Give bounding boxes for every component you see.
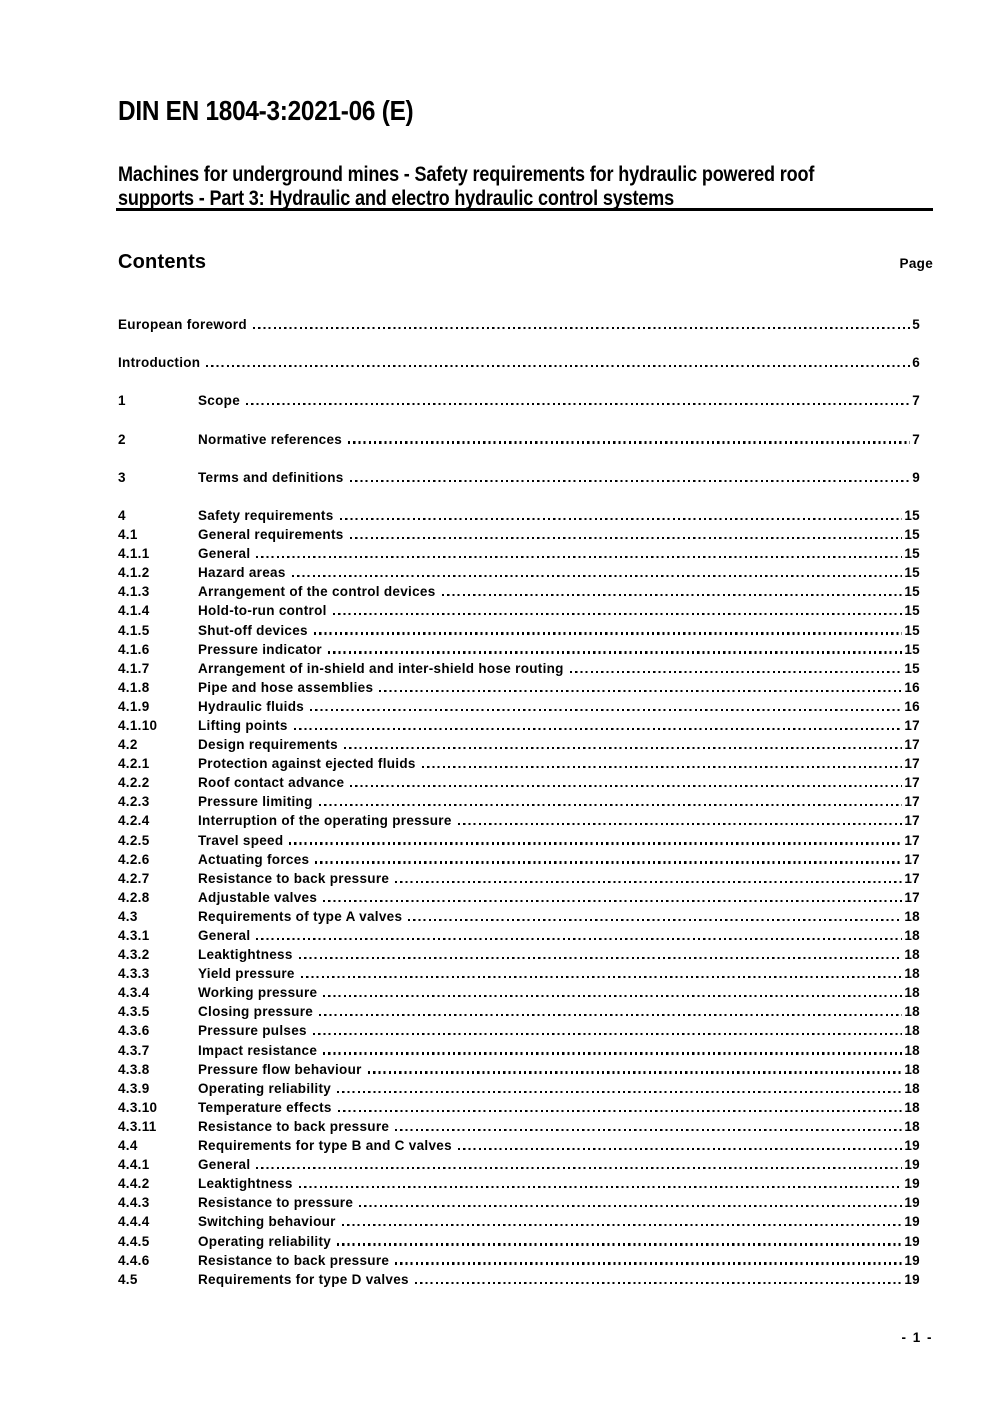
toc-entry-title: General requirements xyxy=(198,527,344,543)
toc-row xyxy=(118,1043,933,1062)
toc-dot-leader xyxy=(337,1091,902,1093)
toc-entry-number: 3 xyxy=(118,469,126,485)
toc-row xyxy=(118,623,933,642)
toc-entry-number: 4 xyxy=(118,507,126,523)
toc-entry-page: 19 xyxy=(904,1214,920,1230)
toc-row xyxy=(118,565,933,584)
toc-entry-title: Requirements for type D valves xyxy=(198,1271,409,1287)
toc-entry-number: 4.3.1 xyxy=(118,928,150,943)
toc-entry-page: 15 xyxy=(904,603,920,619)
toc-entry-title: Leaktightness xyxy=(198,947,293,963)
toc-entry-title: Pressure flow behaviour xyxy=(198,1061,362,1077)
toc-entry-title: Impact resistance xyxy=(198,1042,318,1058)
toc-row xyxy=(118,317,933,336)
toc-entry-title: Terms and definitions xyxy=(198,469,344,485)
toc-entry-title: Resistance to back pressure xyxy=(198,1252,390,1268)
title-underline-rule xyxy=(116,208,933,211)
toc-row xyxy=(118,871,933,890)
toc-entry-title: Yield pressure xyxy=(198,966,295,982)
toc-entry-page: 17 xyxy=(904,737,920,753)
toc-row xyxy=(118,756,933,775)
toc-entry-number: 4.3.11 xyxy=(118,1118,157,1134)
toc-entry-page: 17 xyxy=(904,756,920,772)
toc-row xyxy=(118,642,933,661)
toc-entry-page: 17 xyxy=(904,794,920,810)
toc-entry-number: 4.3 xyxy=(118,908,138,924)
toc-row xyxy=(118,508,933,527)
toc-entry-page: 19 xyxy=(904,1271,920,1287)
toc-dot-leader xyxy=(344,747,902,749)
toc-entry-number: 4.3.3 xyxy=(118,966,150,982)
toc-entry-page: 7 xyxy=(912,393,920,409)
toc-entry-number: 4.2 xyxy=(118,737,138,753)
toc-entry-title: Travel speed xyxy=(198,832,284,848)
toc-entry-number: 4.1.7 xyxy=(118,660,150,676)
toc-entry-page: 15 xyxy=(904,641,920,657)
toc-dot-leader xyxy=(342,1224,903,1226)
toc-row xyxy=(118,603,933,622)
toc-row xyxy=(118,1272,933,1291)
toc-row xyxy=(118,527,933,546)
toc-row xyxy=(118,432,933,451)
toc-entry-page: 18 xyxy=(904,1080,920,1096)
toc-dot-leader xyxy=(395,1262,902,1264)
toc-dot-leader xyxy=(350,480,911,482)
toc-entry-number: 1 xyxy=(118,393,126,409)
contents-heading: Contents xyxy=(118,251,207,273)
toc-dot-leader xyxy=(256,1167,902,1169)
toc-entry-page: 15 xyxy=(904,622,920,638)
toc-entry-number: 4.1.8 xyxy=(118,679,150,695)
toc-dot-leader xyxy=(379,690,902,692)
toc-entry-title: Normative references xyxy=(198,431,343,447)
toc-entry-page: 15 xyxy=(904,546,920,562)
toc-dot-leader xyxy=(294,728,903,730)
toc-entry-page: 19 xyxy=(904,1138,920,1154)
toc-dot-leader xyxy=(253,327,910,329)
toc-entry-page: 15 xyxy=(904,507,920,523)
toc-entry-title: Shut-off devices xyxy=(198,622,308,638)
toc-entry-title: Pipe and hose assemblies xyxy=(198,679,374,695)
toc-entry-number: 4.4.6 xyxy=(118,1252,150,1268)
toc-dot-leader xyxy=(315,861,902,863)
document-title-line-1: Machines for underground mines - Safety requirements for hydraulic powered roof xyxy=(118,162,815,186)
toc-row xyxy=(118,890,933,909)
toc-entry-page: 18 xyxy=(904,985,920,1001)
toc-entry-page: 15 xyxy=(904,565,920,581)
toc-entry-number: 4.3.4 xyxy=(118,985,150,1001)
toc-entry-page: 16 xyxy=(904,679,920,695)
toc-dot-leader xyxy=(323,900,902,902)
toc-row xyxy=(118,1195,933,1214)
toc-entry-number: 4.4.2 xyxy=(118,1176,150,1192)
toc-entry-number: 4.1.1 xyxy=(118,546,150,562)
toc-row xyxy=(118,393,933,412)
toc-entry-title: Adjustable valves xyxy=(198,889,318,905)
toc-row xyxy=(118,355,933,374)
toc-dot-leader xyxy=(395,1129,902,1131)
toc-dot-leader xyxy=(323,1052,902,1054)
toc-dot-leader xyxy=(328,651,902,653)
toc-entry-title: Pressure pulses xyxy=(198,1023,307,1039)
toc-entry-page: 18 xyxy=(904,966,920,982)
toc-entry-page: 19 xyxy=(904,1233,920,1249)
toc-entry-title: Operating reliability xyxy=(198,1080,332,1096)
toc-entry-title: Leaktightness xyxy=(198,1176,293,1192)
toc-dot-leader xyxy=(350,785,902,787)
toc-entry-page: 17 xyxy=(904,813,920,829)
toc-entry-number: 4.4.4 xyxy=(118,1214,150,1230)
toc-dot-leader xyxy=(292,575,903,577)
toc-row xyxy=(118,1004,933,1023)
toc-entry-title: Protection against ejected fluids xyxy=(198,756,416,772)
toc-entry-page: 18 xyxy=(904,1061,920,1077)
toc-entry-page: 19 xyxy=(904,1157,920,1173)
toc-entry-page: 18 xyxy=(904,928,920,943)
toc-dot-leader xyxy=(337,1243,902,1245)
toc-entry-title: Closing pressure xyxy=(198,1004,314,1020)
toc-entry-number: 4.1.9 xyxy=(118,698,150,714)
toc-row xyxy=(118,1253,933,1272)
toc-entry-page: 5 xyxy=(912,317,920,332)
toc-entry-number: 4.4.3 xyxy=(118,1195,150,1211)
toc-row xyxy=(118,928,933,947)
toc-entry-number: 4.1.4 xyxy=(118,603,150,619)
toc-entry-title: Operating reliability xyxy=(198,1233,332,1249)
toc-row xyxy=(118,794,933,813)
toc-dot-leader xyxy=(368,1071,903,1073)
toc-entry-page: 19 xyxy=(904,1252,920,1268)
toc-dot-leader xyxy=(246,403,910,405)
toc-row xyxy=(118,737,933,756)
toc-entry-title: Hold-to-run control xyxy=(198,603,327,619)
toc-dot-leader xyxy=(340,518,903,520)
toc-entry-title: Resistance to back pressure xyxy=(198,870,390,886)
toc-dot-leader xyxy=(422,766,903,768)
toc-entry-title: Resistance to back pressure xyxy=(198,1118,390,1134)
toc-dot-leader xyxy=(310,709,902,711)
toc-entry-page: 17 xyxy=(904,870,920,886)
toc-entry-number: 4.2.8 xyxy=(118,889,150,905)
toc-dot-leader xyxy=(442,594,903,596)
contents-header-bar xyxy=(118,251,933,274)
toc-row xyxy=(118,470,933,489)
toc-entry-page: 18 xyxy=(904,947,920,963)
toc-row xyxy=(118,699,933,718)
toc-dot-leader xyxy=(313,1033,903,1035)
toc-entry-title: Requirements for type B and C valves xyxy=(198,1138,452,1154)
toc-dot-leader xyxy=(359,1205,902,1207)
toc-row xyxy=(118,1119,933,1138)
toc-entry-title: Pressure limiting xyxy=(198,794,313,810)
toc-entry-page: 17 xyxy=(904,717,920,733)
toc-dot-leader xyxy=(458,823,903,825)
toc-entry-title: Interruption of the operating pressure xyxy=(198,813,452,829)
toc-dot-leader xyxy=(206,365,910,367)
toc-dot-leader xyxy=(570,671,903,673)
toc-row xyxy=(118,852,933,871)
toc-entry-page: 17 xyxy=(904,889,920,905)
toc-dot-leader xyxy=(319,804,903,806)
toc-entry-number: 4.3.2 xyxy=(118,947,150,963)
toc-entry-page: 15 xyxy=(904,527,920,543)
toc-row xyxy=(118,1023,933,1042)
toc-row xyxy=(118,813,933,832)
toc-row xyxy=(118,1100,933,1119)
toc-row xyxy=(118,909,933,928)
toc-entry-number: 4.2.1 xyxy=(118,756,150,772)
toc-entry-page: 17 xyxy=(904,775,920,791)
toc-dot-leader xyxy=(319,1014,902,1016)
toc-entry-number: 4.2.5 xyxy=(118,832,150,848)
toc-dot-leader xyxy=(299,957,903,959)
toc-entry-number: 4.1.5 xyxy=(118,622,150,638)
toc-entry-page: 18 xyxy=(904,908,920,924)
toc-dot-leader xyxy=(256,556,902,558)
toc-entry-number: 4.3.6 xyxy=(118,1023,150,1039)
standard-code-title: DIN EN 1804-3:2021-06 (E) xyxy=(118,95,414,126)
toc-entry-title: Pressure indicator xyxy=(198,641,322,657)
toc-entry-title: Lifting points xyxy=(198,717,288,733)
toc-entry-number: 4.3.5 xyxy=(118,1004,150,1020)
toc-entry-title: Hydraulic fluids xyxy=(198,698,305,714)
toc-dot-leader xyxy=(395,881,902,883)
toc-row xyxy=(118,966,933,985)
toc-row xyxy=(118,1062,933,1081)
toc-entry-page: 17 xyxy=(904,832,920,848)
toc-row xyxy=(118,1214,933,1233)
toc-entry-title: Actuating forces xyxy=(198,851,310,867)
toc-entry-title: European foreword xyxy=(118,317,247,332)
toc-entry-title: Arrangement of the control devices xyxy=(198,584,436,600)
toc-row xyxy=(118,546,933,565)
toc-row xyxy=(118,985,933,1004)
toc-entry-page: 18 xyxy=(904,1004,920,1020)
toc-entry-title: Hazard areas xyxy=(198,565,286,581)
toc-dot-leader xyxy=(323,995,902,997)
toc-row xyxy=(118,775,933,794)
toc-entry-number: 4.3.8 xyxy=(118,1061,150,1077)
toc-row xyxy=(118,1176,933,1195)
toc-entry-number: 4.1.6 xyxy=(118,641,150,657)
toc-dot-leader xyxy=(415,1282,903,1284)
toc-row xyxy=(118,833,933,852)
toc-entry-title: Introduction xyxy=(118,355,201,371)
toc-dot-leader xyxy=(301,976,903,978)
toc-entry-title: Design requirements xyxy=(198,737,338,753)
toc-row xyxy=(118,718,933,737)
toc-entry-number: 4.2.3 xyxy=(118,794,150,810)
toc-entry-page: 18 xyxy=(904,1042,920,1058)
toc-entry-page: 18 xyxy=(904,1099,920,1115)
toc-entry-number: 4.5 xyxy=(118,1271,138,1287)
toc-entry-title: General xyxy=(198,1157,251,1173)
toc-dot-leader xyxy=(458,1148,903,1150)
toc-entry-number: 4.3.7 xyxy=(118,1042,150,1058)
toc-entry-number: 4.4.1 xyxy=(118,1157,150,1173)
toc-dot-leader xyxy=(350,537,903,539)
toc-entry-title: Resistance to pressure xyxy=(198,1195,354,1211)
toc-entry-number: 2 xyxy=(118,431,126,447)
toc-entry-title: Arrangement of in-shield and inter-shield hose routing xyxy=(198,660,564,676)
toc-entry-page: 18 xyxy=(904,1118,920,1134)
toc-row xyxy=(118,947,933,966)
page-number-footer: - 1 - xyxy=(901,1330,933,1345)
toc-row xyxy=(118,1138,933,1157)
toc-entry-title: General xyxy=(198,546,251,562)
toc-entry-number: 4.3.10 xyxy=(118,1099,158,1115)
toc-entry-number: 4.2.6 xyxy=(118,851,150,867)
toc-entry-page: 18 xyxy=(904,1023,920,1039)
toc-entry-title: Working pressure xyxy=(198,985,318,1001)
toc-row xyxy=(118,584,933,603)
toc-entry-number: 4.4 xyxy=(118,1138,138,1154)
toc-row xyxy=(118,680,933,699)
toc-entry-page: 19 xyxy=(904,1176,920,1192)
toc-entry-number: 4.2.4 xyxy=(118,813,150,829)
toc-entry-number: 4.1.10 xyxy=(118,717,158,733)
toc-dot-leader xyxy=(348,441,910,443)
toc-entry-page: 7 xyxy=(912,431,920,447)
toc-entry-number: 4.1.3 xyxy=(118,584,150,600)
toc-row xyxy=(118,661,933,680)
toc-entry-page: 9 xyxy=(912,469,920,485)
toc-dot-leader xyxy=(314,632,903,634)
toc-entry-number: 4.4.5 xyxy=(118,1233,150,1249)
toc-entry-number: 4.1 xyxy=(118,527,138,543)
toc-entry-number: 4.1.2 xyxy=(118,565,150,581)
document-title-line-2: supports - Part 3: Hydraulic and electro hydraulic control systems xyxy=(118,186,674,210)
toc-entry-title: General xyxy=(198,928,251,943)
toc-dot-leader xyxy=(299,1186,903,1188)
toc-entry-number: 4.2.7 xyxy=(118,870,150,886)
toc-entry-page: 15 xyxy=(904,584,920,600)
toc-entry-title: Scope xyxy=(198,393,241,409)
toc-row xyxy=(118,1081,933,1100)
toc-entry-page: 19 xyxy=(904,1195,920,1211)
toc-entry-page: 6 xyxy=(912,355,920,371)
toc-entry-number: 4.2.2 xyxy=(118,775,150,791)
toc-dot-leader xyxy=(338,1110,903,1112)
toc-entry-title: Switching behaviour xyxy=(198,1214,336,1230)
toc-dot-leader xyxy=(256,938,902,940)
toc-entry-title: Requirements of type A valves xyxy=(198,908,403,924)
toc-entry-title: Roof contact advance xyxy=(198,775,345,791)
toc-entry-title: Temperature effects xyxy=(198,1099,332,1115)
toc-list xyxy=(118,317,933,1291)
toc-dot-leader xyxy=(289,842,902,844)
toc-entry-page: 16 xyxy=(904,698,920,714)
toc-dot-leader xyxy=(408,919,902,921)
toc-row xyxy=(118,1157,933,1176)
toc-entry-title: Safety requirements xyxy=(198,507,334,523)
toc-entry-page: 17 xyxy=(904,851,920,867)
toc-row xyxy=(118,1234,933,1253)
page-column-label: Page xyxy=(899,256,933,271)
toc-entry-number: 4.3.9 xyxy=(118,1080,150,1096)
toc-entry-page: 15 xyxy=(904,660,920,676)
document-title xyxy=(118,162,933,210)
toc-dot-leader xyxy=(333,613,903,615)
